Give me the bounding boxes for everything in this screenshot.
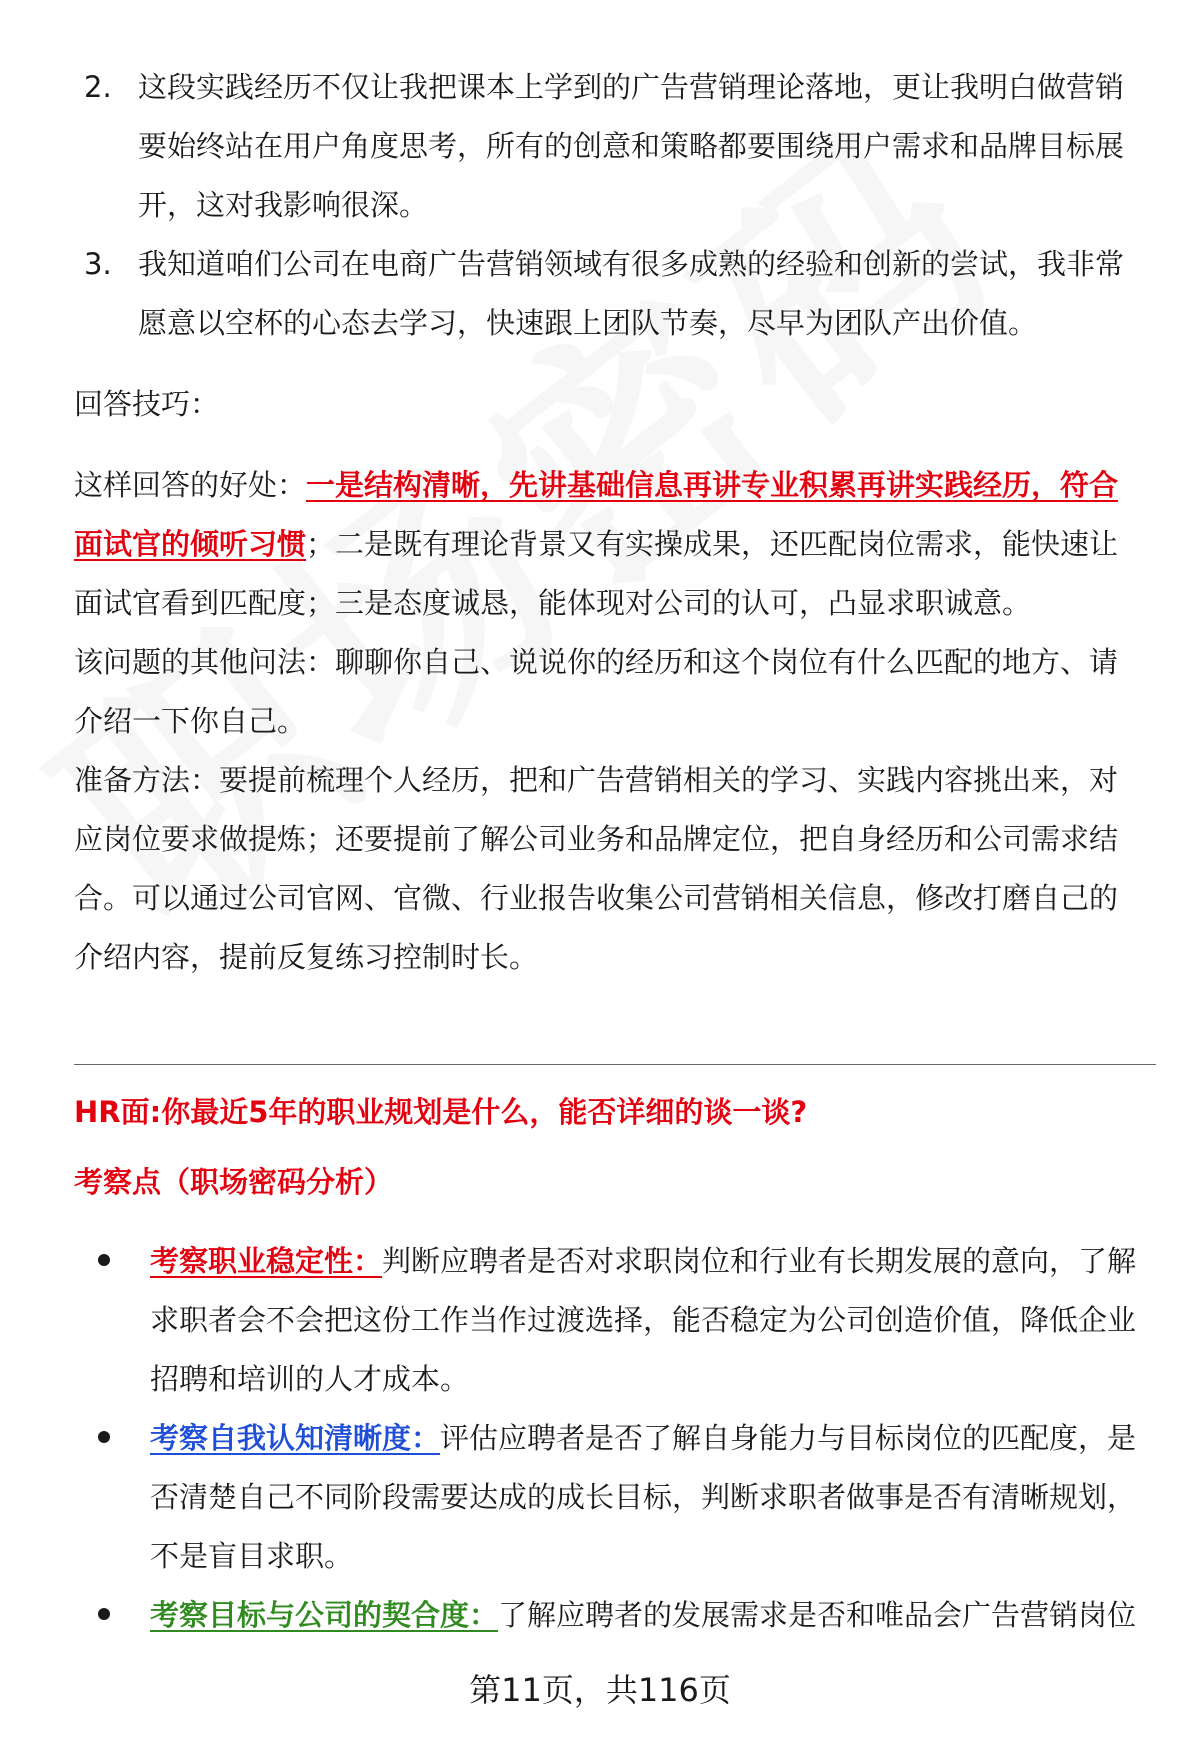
bullet-icon <box>98 1431 110 1443</box>
bullet-item-company-fit <box>96 1586 1146 1645</box>
hr-section <box>74 1088 1146 1645</box>
benefit-rest: ；二是既有理论背景又有实操成果，还匹配岗位需求，能快速让面试官看到匹配度；三是态度诚恳，能体现对公司的认可，凸显求职诚意。 <box>74 527 1119 620</box>
bullet-item-stability <box>96 1232 1146 1409</box>
bullet-icon <box>98 1608 110 1620</box>
bullet-keyword: 考察职业稳定性： <box>150 1244 383 1278</box>
main-content <box>74 58 1146 987</box>
bullet-keyword: 考察自我认知清晰度： <box>150 1421 441 1455</box>
bullet-text: 评估应聘者是否了解自身能力与目标岗位的匹配度，是否清楚自己不同阶段需要达成的成长目标，判断求职者做事是否有清晰规划，不是盲目求职。 <box>150 1421 1137 1573</box>
benefit-prefix: 这样回答的好处： <box>74 468 307 502</box>
bullet-item-self-awareness <box>96 1409 1146 1586</box>
prep-paragraph: 准备方法：要提前梳理个人经历，把和广告营销相关的学习、实践内容挑出来，对应岗位要求做提炼；还要提前了解公司业务和品牌定位，把自身经历和公司需求结合。可以通过公司官网、官微、行业报告收集公司营销相关信息，修改打磨自己的介绍内容，提前反复练习控制时长。 <box>74 763 1119 974</box>
item-text: 这段实践经历不仅让我把课本上学到的广告营销理论落地，更让我明白做营销要始终站在用户角度思考，所有的创意和策略都要围绕用户需求和品牌目标展开，这对我影响很深。 <box>138 70 1125 222</box>
tips-heading: 回答技巧： <box>74 387 220 421</box>
item-text: 我知道咱们公司在电商广告营销领域有很多成熟的经验和创新的尝试，我非常愿意以空杯的心态去学习，快速跟上团队节奏，尽早为团队产出价值。 <box>138 247 1125 340</box>
section-divider <box>74 1064 1156 1065</box>
hr-question: HR面:你最近5年的职业规划是什么，能否详细的谈一谈? <box>74 1095 808 1129</box>
item-number: 3. <box>84 247 112 281</box>
benefit-paragraph <box>74 456 1146 633</box>
item-number: 2. <box>84 70 112 104</box>
benefit-highlight: 一是结构清晰，先讲基础信息再讲专业积累再讲实践经历，符合面试官的倾听习惯 <box>74 468 1119 561</box>
inspect-heading: 考察点（职场密码分析） <box>74 1165 394 1199</box>
bullet-icon <box>98 1254 110 1266</box>
page-footer: 第11页，共116页 <box>469 1671 731 1709</box>
numbered-item-3 <box>84 235 1146 353</box>
numbered-item-2 <box>84 58 1146 235</box>
bullet-text: 了解应聘者的发展需求是否和唯品会广告营销岗位 <box>498 1598 1137 1632</box>
other-asks-paragraph: 该问题的其他问法：聊聊你自己、说说你的经历和这个岗位有什么匹配的地方、请介绍一下你自己。 <box>74 645 1119 738</box>
bullet-keyword: 考察目标与公司的契合度： <box>150 1598 499 1632</box>
bullet-text: 判断应聘者是否对求职岗位和行业有长期发展的意向，了解求职者会不会把这份工作当作过渡选择，能否稳定为公司创造价值，降低企业招聘和培训的人才成本。 <box>150 1244 1137 1396</box>
